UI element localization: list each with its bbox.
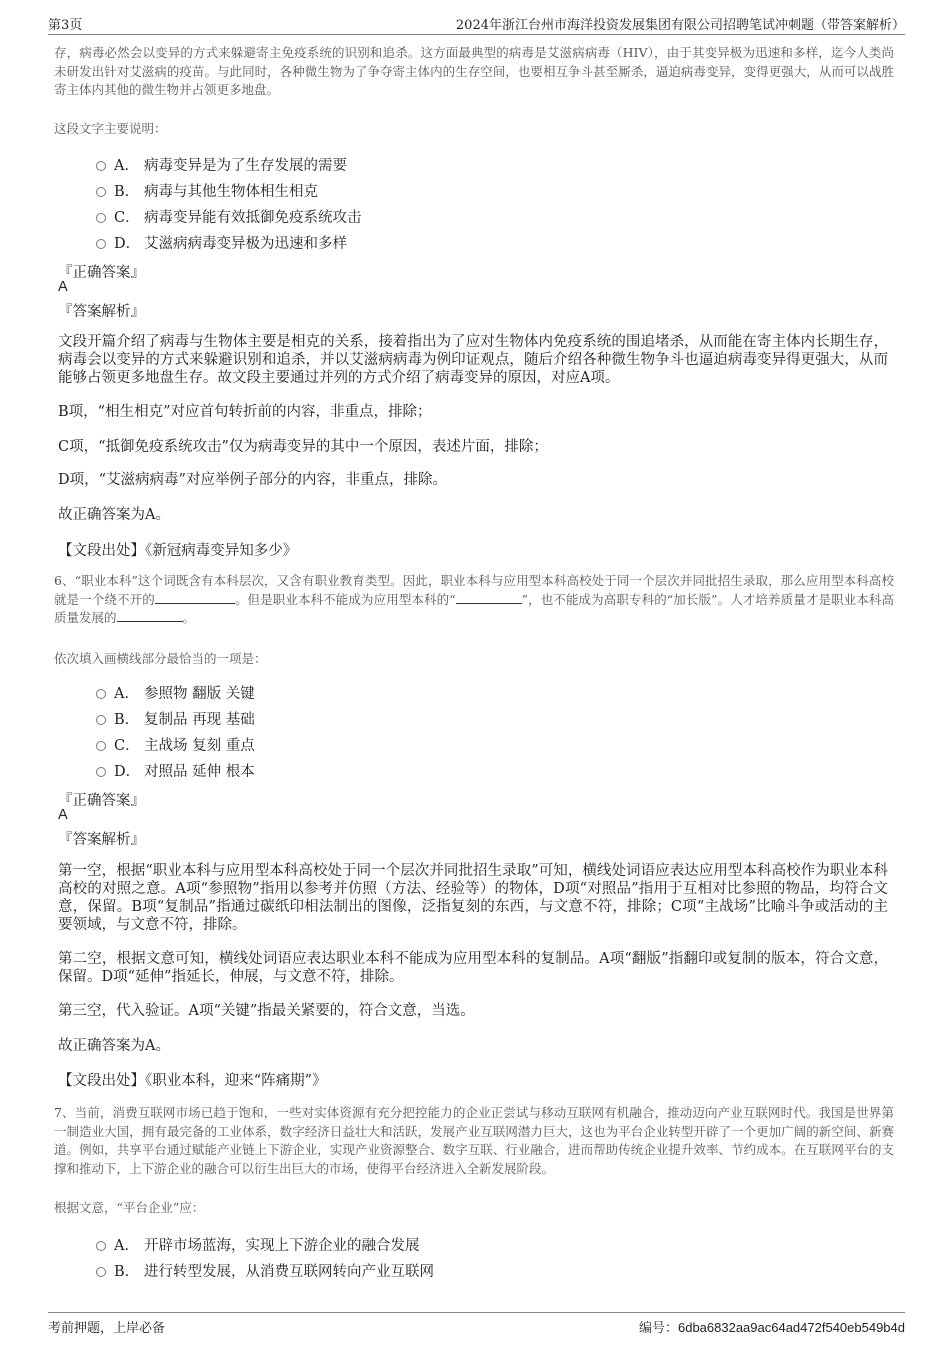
q6-analysis-para: 第二空，根据文意可知，横线处词语应表达职业本科不能成为应用型本科的复制品。A项“翻版”指翻印或复制的版本，符合文意，保留。D项“延伸”指延长，伸展，与文意不符，排除。 [58,951,888,985]
q7-ask: 根据文意，“平台企业”应： [54,1200,205,1215]
q6-option-d[interactable]: D． 对照品 延伸 根本 [96,760,255,781]
page-number: 第3页 [48,18,83,33]
q5-ask: 这段文字主要说明： [54,121,167,136]
q5-option-c[interactable]: C． 病毒变异能有效抵御免疫系统攻击 [96,206,362,227]
page-header [48,12,905,35]
q5-analysis-label: 『答案解析』 [58,304,145,320]
q6-option-b[interactable]: B． 复制品 再现 基础 [96,708,255,729]
blank-2 [456,591,522,604]
q6-answer-label: 『正确答案』 [58,793,145,809]
q5-source: 【文段出处】《新冠病毒变异知多少》 [58,543,298,559]
radio-icon[interactable] [96,1241,106,1251]
radio-icon[interactable] [96,187,106,197]
q7-option-a[interactable]: A． 开辟市场蓝海，实现上下游企业的融合发展 [96,1234,420,1255]
radio-icon[interactable] [96,715,106,725]
q5-option-a[interactable]: A． 病毒变异是为了生存发展的需要 [96,154,347,175]
q6-analysis-para: 故正确答案为A。 [58,1038,170,1054]
radio-icon[interactable] [96,689,106,699]
radio-icon[interactable] [96,161,106,171]
q7-stem: 7、当前，消费互联网市场已趋于饱和，一些对实体资源有充分把控能力的企业正尝试与移动互联网有机融合，推动迈向产业互联网时代。我国是世界第一制造业大国，拥有最完备的工业体系，数字经济日益壮大和活跃，发展产业互联网潜力巨大，这也为平台企业转型开辟了一个更加广阔的新空间、新赛道。例如，共享平台通过赋能产业链上下游企业，实现产业资源整合、数字互联、行业融合，进而帮助传统企业提升效率、节约成本。在互联网平台的支撑和推动下，上下游企业的融合可以衍生出巨大的市场，使得平台经济进入全新发展阶段。 [54,1105,894,1177]
radio-icon[interactable] [96,239,106,249]
q6-source: 【文段出处】《职业本科，迎来“阵痛期”》 [58,1073,327,1089]
q6-ask: 依次填入画横线部分最恰当的一项是： [54,651,267,666]
q6-stem: 6、“职业本科”这个词既含有本科层次，又含有职业教育类型。因此，职业本科与应用型本科高校处于同一个层次并同批招生录取，那么应用型本科高校就是一个绕不开的 。但是职业本科不能成为应用型本科的“ ”，也不能成为高职专科的“加长版”。人才培养质量才是职业本科高质量发展的 。 [54,573,894,626]
q6-analysis-para: 第三空，代入验证。A项“关键”指最关紧要的，符合文意，当选。 [58,1003,475,1019]
q5-option-b[interactable]: B． 病毒与其他生物体相生相克 [96,180,318,201]
q6-option-a[interactable]: A． 参照物 翻版 关键 [96,682,255,703]
q5-option-d[interactable]: D． 艾滋病病毒变异极为迅速和多样 [96,232,347,253]
q5-stem: 存，病毒必然会以变异的方式来躲避寄主免疫系统的识别和追杀。这方面最典型的病毒是艾滋病病毒（HIV），由于其变异极为迅速和多样，迄今人类尚未研发出针对艾滋病的疫苗。与此同时，各种微生物为了争夺寄主体内的生存空间，也要相互争斗甚至厮杀，逼迫病毒变异，变得更强大，从而可以战胜寄主体内其他的微生物并占领更多地盘。 [54,45,894,98]
q5-answer: A [58,279,68,295]
radio-icon[interactable] [96,767,106,777]
q5-answer-label: 『正确答案』 [58,265,145,281]
radio-icon[interactable] [96,213,106,223]
q6-option-c[interactable]: C． 主战场 复刻 重点 [96,734,255,755]
q5-analysis-para: B项，“相生相克”对应首句转折前的内容，非重点，排除； [58,404,432,420]
q6-analysis-label: 『答案解析』 [58,832,145,848]
blank-1 [155,591,235,604]
page-footer [48,1312,905,1335]
q7-option-b[interactable]: B． 进行转型发展，从消费互联网转向产业互联网 [96,1260,434,1281]
q6-analysis-para: 第一空，根据“职业本科与应用型本科高校处于同一个层次并同批招生录取”可知，横线处词语应表达应用型本科高校作为职业本科高校的对照之意。A项“参照物”指用以参考并仿照（方法、经验等）的物体，D项“对照品”指用于互相对比参照的物品，均符合文意，保留。B项“复制品”指通过碳纸印相法制出的图像，泛指复刻的东西，与文意不符，排除；C项“主战场”比喻斗争或活动的主要领域，与文意不符，排除。 [58,863,888,933]
document-code: 编号：6dba6832aa9ac64ad472f540eb549b4d [638,1320,905,1336]
radio-icon[interactable] [96,741,106,751]
q6-answer: A [58,807,68,823]
document-title: 2024年浙江台州市海洋投资发展集团有限公司招聘笔试冲刺题（带答案解析） [455,18,905,33]
q5-analysis-para: 文段开篇介绍了病毒与生物体主要是相克的关系，接着指出为了应对生物体内免疫系统的围追堵杀，从而能在寄主体内长期生存，病毒会以变异的方式来躲避识别和追杀，并以艾滋病病毒为例印证观点，随后介绍各种微生物争斗也逼迫病毒变异得更强大，从而能够占领更多地盘生存。故文段主要通过并列的方式介绍了病毒变异的原因，对应A项。 [58,334,888,386]
q5-analysis-para: D项，“艾滋病病毒”对应举例子部分的内容，非重点，排除。 [58,472,447,488]
q5-analysis-para: C项，“抵御免疫系统攻击”仅为病毒变异的其中一个原因，表述片面，排除； [58,439,548,455]
footer-slogan: 考前押题，上岸必备 [48,1321,166,1336]
radio-icon[interactable] [96,1267,106,1277]
q5-analysis-para: 故正确答案为A。 [58,507,170,523]
blank-3 [117,609,183,622]
